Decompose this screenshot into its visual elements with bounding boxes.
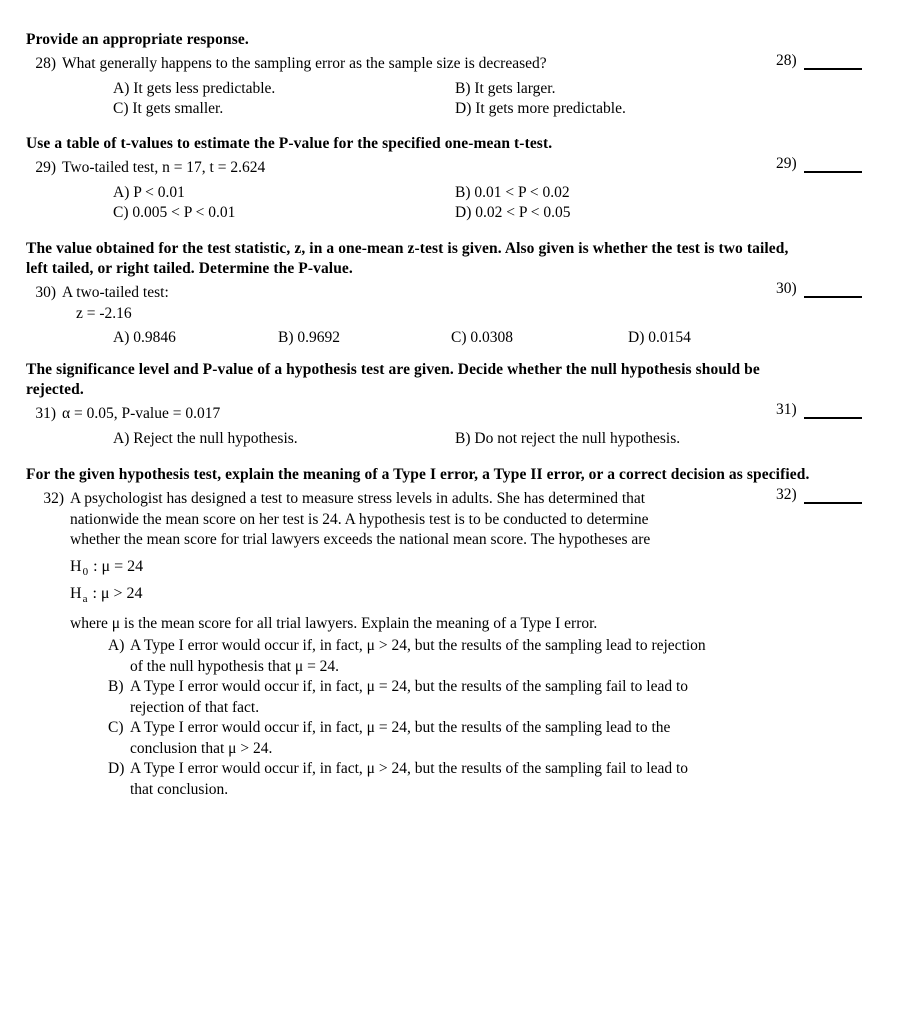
section-heading-30-line1: The value obtained for the test statistic, z, in a one-mean z-test is given. Also given is whether the test is two tailed, [26,240,789,257]
option-31-a[interactable]: A) Reject the null hypothesis. [113,429,298,447]
question-32-where-clause: where μ is the mean score for all trial lawyers. Explain the meaning of a Type I error. [70,614,598,632]
option-32-c-label: C) [108,719,124,736]
question-stem-32-line3: whether the mean score for trial lawyers exceeds the national mean score. The hypotheses are [70,531,651,548]
option-30-c[interactable]: C) 0.0308 [451,329,513,346]
section-heading-30-line2: left tailed, or right tailed. Determine the P-value. [26,260,353,277]
option-32-c-line1: A Type I error would occur if, in fact, μ = 24, but the results of the sampling lead to the [130,719,671,736]
option-30-d[interactable]: D) 0.0154 [628,329,691,346]
option-32-d-label: D) [108,760,125,777]
option-30-b[interactable]: B) 0.9692 [278,329,340,346]
question-stem-32-line2: nationwide the mean score on her test is 24. A hypothesis test is to be conducted to determine [70,510,649,528]
hypothesis-alt [70,581,876,608]
option-29-a[interactable]: A) P < 0.01 [113,183,185,201]
option-row-28-1 [26,79,876,99]
option-32-d[interactable] [108,759,876,800]
hypothesis-null-symbol: H [70,557,82,575]
option-32-d-line1: A Type I error would occur if, in fact, μ > 24, but the results of the sampling fail to lead to [130,760,689,777]
question-32-line3-row [26,530,876,551]
answer-number-31: 31) [776,401,797,418]
option-32-d-line2: that conclusion. [130,780,229,798]
question-number-28: 28) [35,55,56,72]
answer-blank-29[interactable] [776,154,876,176]
hypothesis-alt-symbol: H [70,584,82,602]
question-32-where-clause-row [26,614,876,635]
question-number-31: 31) [35,405,56,422]
hypothesis-null-statement: : μ = 24 [89,557,144,575]
option-29-b[interactable]: B) 0.01 < P < 0.02 [455,183,570,201]
section-30 [26,239,876,348]
hypothesis-alt-subscript: a [82,592,88,605]
option-32-b-line1: A Type I error would occur if, in fact, μ = 24, but the results of the sampling fail to lead to [130,678,689,695]
option-28-b[interactable]: B) It gets larger. [455,79,556,97]
option-32-b-line2: rejection of that fact. [130,698,260,716]
question-stem-29: Two-tailed test, n = 17, t = 2.624 [62,159,266,176]
option-32-b[interactable] [108,677,876,718]
question-stem-28: What generally happens to the sampling error as the sample size is decreased? [62,55,547,72]
answer-number-29: 29) [776,155,797,172]
answer-line-30[interactable] [804,296,862,298]
section-heading-31-line2: rejected. [26,381,84,398]
section-32 [26,465,876,800]
question-29 [26,158,876,179]
question-31 [26,404,876,425]
option-31-b[interactable]: B) Do not reject the null hypothesis. [455,429,681,447]
option-29-c[interactable]: C) 0.005 < P < 0.01 [113,203,236,221]
question-stem-32-line1: A psychologist has designed a test to measure stress levels in adults. She has determined that [70,490,646,507]
option-row-30 [26,328,876,348]
option-row-29-2 [26,203,876,223]
answer-line-28[interactable] [804,68,862,70]
answer-number-32: 32) [776,486,797,503]
question-stem-31: α = 0.05, P-value = 0.017 [62,405,221,422]
answer-line-29[interactable] [804,171,862,173]
answer-blank-28[interactable] [776,51,876,73]
option-32-a[interactable] [108,636,876,677]
answer-line-32[interactable] [804,502,862,504]
answer-blank-31[interactable] [776,400,876,422]
question-30 [26,283,876,304]
hypothesis-null [70,554,876,581]
question-32-line2-row [26,510,876,531]
answer-number-28: 28) [776,52,797,69]
section-29 [26,134,876,223]
option-29-d[interactable]: D) 0.02 < P < 0.05 [455,203,571,221]
question-number-30: 30) [35,284,56,301]
section-28 [26,30,876,119]
option-32-a-line2: of the null hypothesis that μ = 24. [130,657,340,675]
option-28-d[interactable]: D) It gets more predictable. [455,99,626,117]
hypothesis-null-subscript: 0 [82,565,89,578]
answer-blank-30[interactable] [776,279,876,301]
option-28-a[interactable]: A) It gets less predictable. [113,79,276,97]
option-28-c[interactable]: C) It gets smaller. [113,99,224,117]
option-row-28-2 [26,99,876,119]
question-number-32: 32) [43,490,64,507]
option-32-c[interactable] [108,718,876,759]
option-32-a-line1: A Type I error would occur if, in fact, μ > 24, but the results of the sampling lead to rejection [130,637,706,654]
question-28 [26,54,876,75]
section-heading-28: Provide an appropriate response. [26,31,249,48]
option-32-b-label: B) [108,678,124,695]
question-stem-30: A two-tailed test: [62,284,169,301]
question-stem-30-line2: z = -2.16 [76,304,132,322]
answer-blank-32[interactable] [776,485,876,507]
answer-line-31[interactable] [804,417,862,419]
option-30-a[interactable]: A) 0.9846 [113,329,176,346]
hypothesis-alt-statement: : μ > 24 [88,584,143,602]
option-row-29-1 [26,183,876,203]
question-number-29: 29) [35,159,56,176]
answer-number-30: 30) [776,280,797,297]
section-31 [26,360,876,449]
option-row-31 [26,429,876,449]
option-32-c-line2: conclusion that μ > 24. [130,739,273,757]
option-32-a-label: A) [108,637,125,654]
section-heading-32: For the given hypothesis test, explain the meaning of a Type I error, a Type II error, or a correct decision as specified. [26,466,810,483]
section-heading-31-line1: The significance level and P-value of a hypothesis test are given. Decide whether the null hypothesis should be [26,361,760,378]
question-32 [26,489,876,510]
section-heading-29: Use a table of t-values to estimate the P-value for the specified one-mean t-test. [26,135,553,152]
question-30-zvalue-row [26,304,876,325]
